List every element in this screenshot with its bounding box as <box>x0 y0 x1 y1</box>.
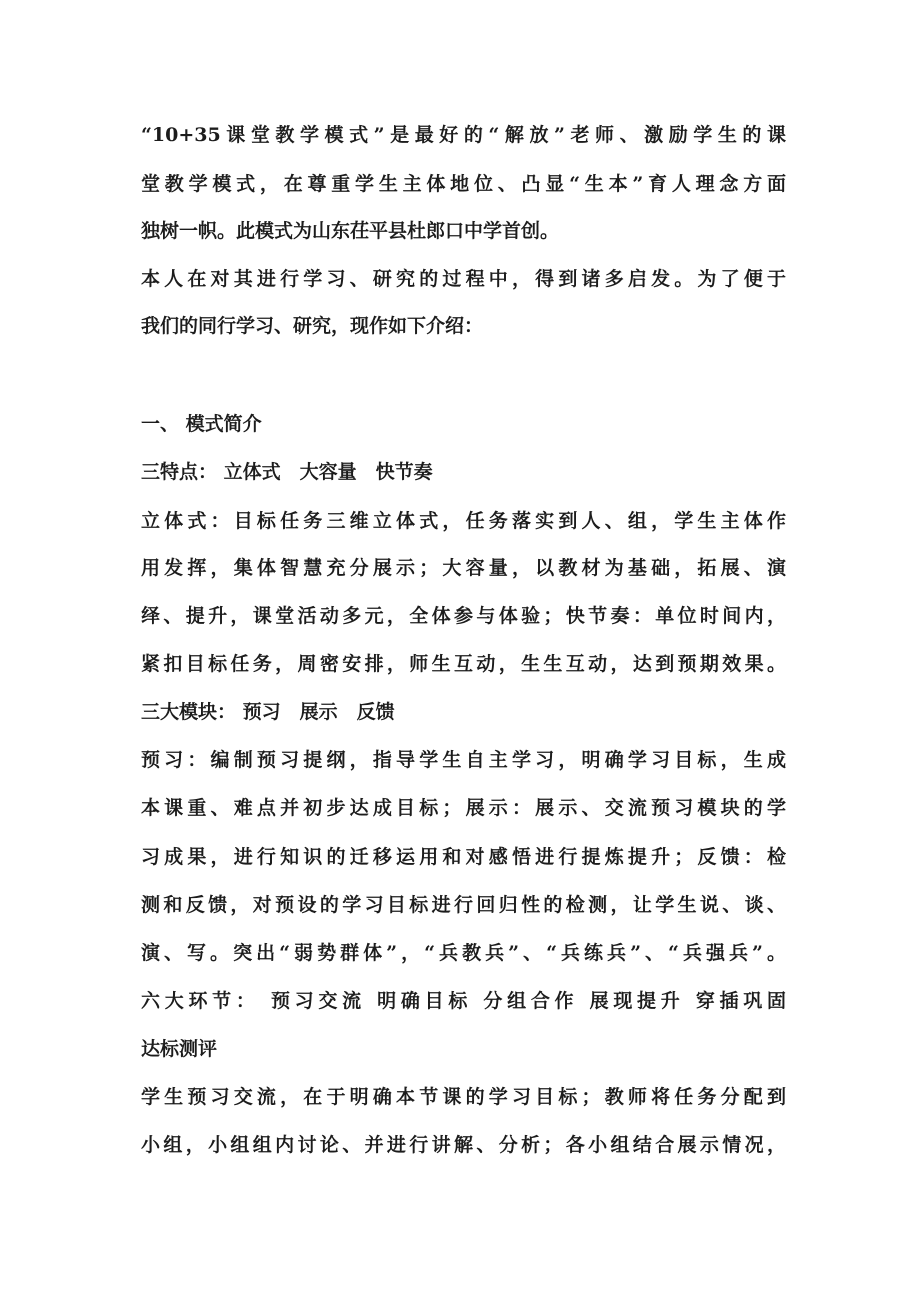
paragraph-line: 本人在对其进行学习、研究的过程中，得到诸多启发。为了便于 <box>141 268 786 290</box>
section-heading: 一、 模式简介 <box>141 413 262 435</box>
paragraph-line: 堂教学模式，在尊重学生主体地位、凸显“生本”育人理念方面 <box>141 173 786 195</box>
paragraph-line: 独树一帜。此模式为山东茌平县杜郎口中学首创。 <box>141 220 560 242</box>
paragraph-line: “10+35课堂教学模式”是最好的“解放”老师、激励学生的课 <box>141 124 786 146</box>
subheading-line: 三大模块： 预习 展示 反馈 <box>141 701 395 723</box>
paragraph-line: 习成果，进行知识的迁移运用和对感悟进行提炼提升；反馈：检 <box>141 846 786 868</box>
paragraph-line: 演、写。突出“弱势群体”，“兵教兵”、“兵练兵”、“兵强兵”。 <box>141 942 786 964</box>
paragraph-line: 本课重、难点并初步达成目标；展示：展示、交流预习模块的学 <box>141 797 786 819</box>
paragraph-line: 测和反馈，对预设的学习目标进行回归性的检测，让学生说、谈、 <box>141 894 786 916</box>
paragraph-line: 学生预习交流，在于明确本节课的学习目标；教师将任务分配到 <box>141 1086 786 1108</box>
paragraph-line: 我们的同行学习、研究，现作如下介绍： <box>141 315 484 337</box>
subheading-line: 达标测评 <box>141 1038 218 1060</box>
paragraph-line: 预习：编制预习提纲，指导学生自主学习，明确学习目标，生成 <box>141 749 786 771</box>
paragraph-line: 紧扣目标任务，周密安排，师生互动，生生互动，达到预期效果。 <box>141 653 786 675</box>
paragraph-line: 用发挥，集体智慧充分展示；大容量，以教材为基础，拓展、演 <box>141 557 786 579</box>
paragraph-line: 绎、提升，课堂活动多元，全体参与体验；快节奏：单位时间内， <box>141 605 786 627</box>
paragraph-line: 小组，小组组内讨论、并进行讲解、分析；各小组结合展示情况， <box>141 1134 786 1156</box>
paragraph-line: 立体式：目标任务三维立体式，任务落实到人、组，学生主体作 <box>141 510 786 532</box>
subheading-line: 六大环节： 预习交流 明确目标 分组合作 展现提升 穿插巩固 <box>141 990 786 1012</box>
subheading-line: 三特点： 立体式 大容量 快节奏 <box>141 461 433 483</box>
